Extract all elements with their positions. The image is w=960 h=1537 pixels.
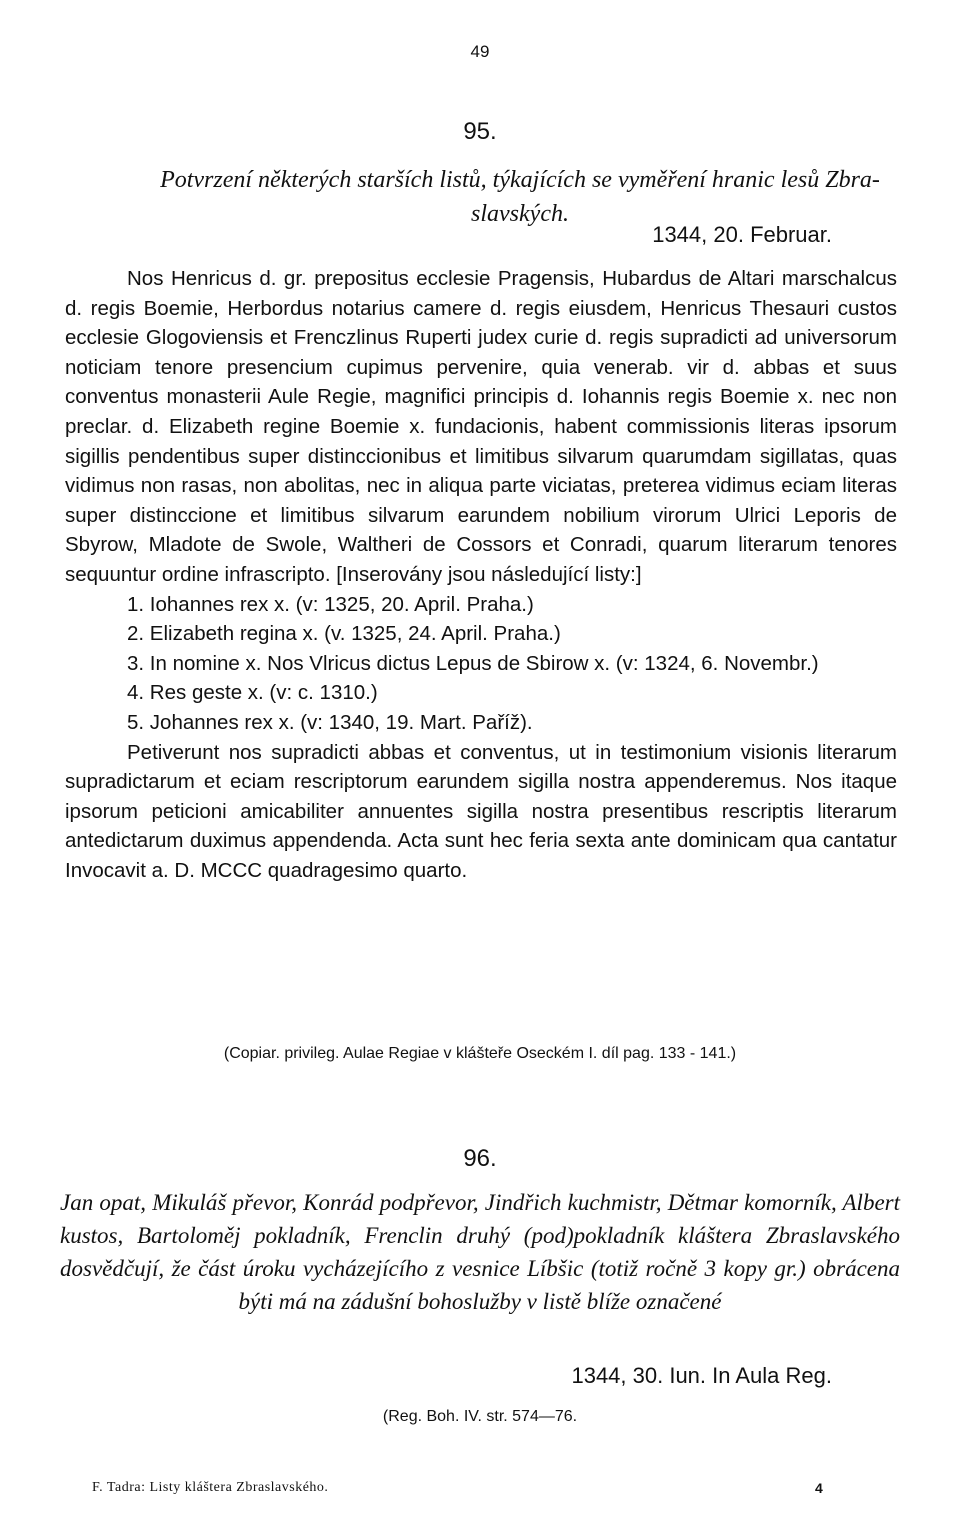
document-96-source: (Reg. Boh. IV. str. 574—76. — [382, 1408, 578, 1425]
list-item: 4. Res geste x. (v: c. 1310.) — [127, 681, 378, 705]
document-number-96: 96. — [463, 1145, 497, 1172]
page-number: 49 — [470, 42, 490, 61]
document-95-heading-line2: slavských. — [471, 201, 569, 227]
document-95-paragraph-1: Nos Henricus d. gr. prepositus ecclesie Pragensis, Hubardus de Altari marschalcus d. regis Boemie, Herbordus notarius camere d. regis eiusdem, Henricus Thesauri custos ecclesie Glogoviensis et Frenczlinus Ruperti judex curie d. regis supradicti ad universorum noticiam tenore presencium cupimus pervenire, quia venerab. vir d. abbas et suus conventus monasterii Aule Regie, magnifici principis d. Iohannis regis Boemie x. nec non preclar. d. Elizabeth regine Boemie x. fundacionis, habent commissionis literas ipsorum sigillis pendentibus super distinccionibus et limitibus silvarum quarumdam sigillatas, quas vidimus non rasas, non abolitas, nec in aliqua parte viciatas, preterea vidimus eciam literas super distinccione et limitibus silvarum earundem nobilium virorum Ulrici Leporis de Sbyrow, Mladote de Swole, Waltheri de Cossors et Conradi, quarum literarum tenores sequuntur ordine infrascripto. [Inserovány jsou následující listy:] — [65, 267, 897, 586]
list-item: 2. Elizabeth regina x. (v. 1325, 24. April. Praha.) — [127, 622, 561, 646]
document-96-date: 1344, 30. Iun. In Aula Reg. — [571, 1363, 832, 1388]
document-95-paragraph-2: Petiverunt nos supradicti abbas et conventus, ut in testimonium visionis literarum supradictarum et eciam rescriptorum earundem sigilla nostra appenderemus. Nos itaque ipsorum peticioni amicabiliter annuentes sigilla nostra presentibus rescriptis literarum antedictarum duximus appendenda. Acta sunt hec feria sexta ante dominicam qua cantatur Invocavit a. D. MCCC quadragesimo quarto. — [65, 740, 897, 882]
document-96-heading: Jan opat, Mikuláš převor, Konrád podpřevor, Jindřich kuchmistr, Dětmar komorník, Albert kustos, Bartoloměj pokladník, Frenclin druhý (pod)pokladník kláštera Zbraslavského dosvědčují, že část úroku vycházejícího z vesnice Líbšic (totiž ročně 3 kopy gr.) obrácena býti má na zádušní bohoslužby v listě blíže označené — [60, 1190, 900, 1314]
document-95-date: 1344, 20. Februar. — [652, 222, 832, 247]
list-item: 3. In nomine x. Nos Vlricus dictus Lepus de Sbirow x. (v: 1324, 6. Novembr.) — [127, 651, 819, 675]
footer-title: F. Tadra: Listy kláštera Zbraslavského. — [92, 1480, 329, 1495]
document-95-body — [65, 264, 897, 885]
document-number-95: 95. — [463, 118, 497, 145]
list-item: 1. Iohannes rex x. (v: 1325, 20. April. Praha.) — [127, 592, 534, 616]
document-95-heading — [150, 163, 890, 231]
list-item: 5. Johannes rex x. (v: 1340, 19. Mart. Paříž). — [127, 710, 533, 734]
footer-signature-number: 4 — [815, 1480, 823, 1496]
document-95-heading-line1: Potvrzení některých starších listů, týkajících se vyměření hranic lesů Zbra- — [160, 167, 880, 193]
document-95-source: (Copiar. privileg. Aulae Regiae v klášteře Oseckém I. díl pag. 133 - 141.) — [223, 1045, 737, 1062]
